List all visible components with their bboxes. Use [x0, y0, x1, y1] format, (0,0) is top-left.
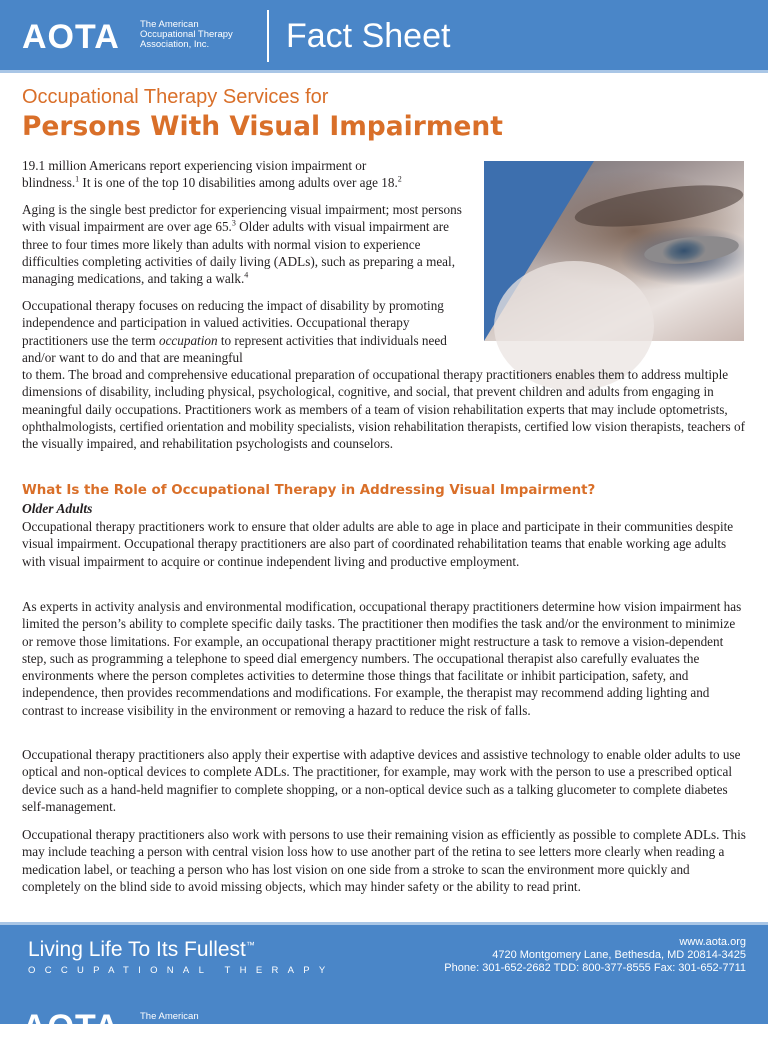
fact-sheet-label: Fact Sheet — [286, 17, 451, 55]
intro-paragraph-3b: to them. The broad and comprehensive educational preparation of occupational therapy practitioners enables them to address multiple dimensions of disability, including physical, psychological, cognitive, and social, that prevent children and adults from engaging in meaningful daily occupations. Practitioners work as members of a team of vision rehabilitation experts that may include optometrists, ophthalmologists, certified orientation and mobility specialists, vision rehabilitation therapists, certified low vision therapists, teachers of the visually impaired, and rehabilitation psychologists and counselors. — [22, 367, 745, 452]
logo-line-3: Association, Inc. — [140, 39, 210, 50]
section-paragraph-1: Occupational therapy practitioners work to ensure that older adults are able to age in place and participate in their communities despite visual impairment. Occupational therapy practitioners are also part of coordinated rehabilitation teams that enable working age adults with visual impairment to acquire or continue independent living and productive employment. — [22, 519, 734, 569]
section-paragraph-2: As experts in activity analysis and environmental modification, occupational therapy practitioners determine how vision impairment has limited the person’s ability to complete specific daily tasks. The practitioner then modifies the task and/or the environment to minimize or remove those limitations. For example, an occupational therapy practitioner might restructure a task to remove a vision-dependent step, such as programming a telephone to speed dial emergency numbers. The occupational therapist also carefully evaluates the environments where the person completes activities to determine those things that facilitate or inhibit participation, safety, and independence, then provides recommendations and modifications. For example, the therapist may recommend adding lighting and contrast to increase visibility in the environment or removing a hazard to reduce the risk of falls. — [22, 599, 742, 718]
intro-paragraph-3a: Occupational therapy focuses on reducing the impact of disability by promoting independence and participation in valued activities. Occupational therapy practitioners use the term occupation to represent activities that individuals need and/or want to do and that are meaningful — [22, 298, 447, 365]
footer-aota-logo: AOTA — [22, 1008, 120, 1046]
aota-logo-text — [140, 20, 260, 50]
footer-website-link[interactable]: www.aota.org — [679, 936, 746, 948]
aota-logo: AOTA — [22, 18, 120, 56]
intro-paragraph-1: 19.1 million Americans report experiencing vision impairment or blindness.$^1$ It is one of the top 10 disabilities among adults over age 18.$^2$ — [22, 158, 402, 191]
footer-logo-text: The American — [140, 1011, 199, 1022]
tagline-subtext: OCCUPATIONAL THERAPY — [28, 965, 335, 976]
header-rule — [0, 70, 768, 73]
logo-line-1: The American — [140, 19, 199, 30]
section-paragraph-3: Occupational therapy practitioners also apply their expertise with adaptive devices and assistive technology to enable older adults to use optical and non-optical devices to complete ADLs. The practitioner, for example, may work with the person to use a prescribed optical device such as a hand-held magnifier to complete shopping, or a non-optical device such as a talking glucometer to complete diabetes self-management. — [22, 747, 741, 814]
section-heading: What Is the Role of Occupational Therapy in Addressing Visual Impairment? — [22, 483, 596, 498]
footer-address: 4720 Montgomery Lane, Bethesda, MD 20814-3425 — [492, 949, 746, 961]
page-subtitle: Occupational Therapy Services for — [22, 86, 329, 108]
page-title: Persons With Visual Impairment — [22, 111, 503, 142]
intro-paragraph-2: Aging is the single best predictor for experiencing visual impairment; most persons with visual impairment are over age 65.$^3$ Older adults with visual impairment are three to four times more likely than adults with normal vision to experience difficulties completing activities of daily living (ADLs), such as preparing a meal, managing medications, and taking a walk.$^4$ — [22, 202, 462, 287]
photo-eyebrow — [572, 177, 745, 234]
tagline: Living Life To Its Fullest™ — [28, 938, 255, 961]
face-closeup-photo — [484, 161, 744, 341]
header-divider — [267, 10, 269, 62]
footer-phones: Phone: 301-652-2682 TDD: 800-377-8555 Fax: 301-652-7711 — [444, 962, 746, 974]
section-subheading: Older Adults — [22, 501, 93, 516]
logo-line-2: Occupational Therapy — [140, 29, 233, 40]
section-paragraph-4: Occupational therapy practitioners also work with persons to use their remaining vision as efficiently as possible to complete ADLs. This may include teaching a person with central vision loss how to use another part of the retina to see letters more clearly when reading a medication label, or teaching a person who has lost vision on one side from a stroke to scan the environment more quickly and completely on the blind side to avoid missing objects, which may hinder safety or the ability to read print. — [22, 827, 746, 894]
photo-eye — [643, 232, 740, 268]
